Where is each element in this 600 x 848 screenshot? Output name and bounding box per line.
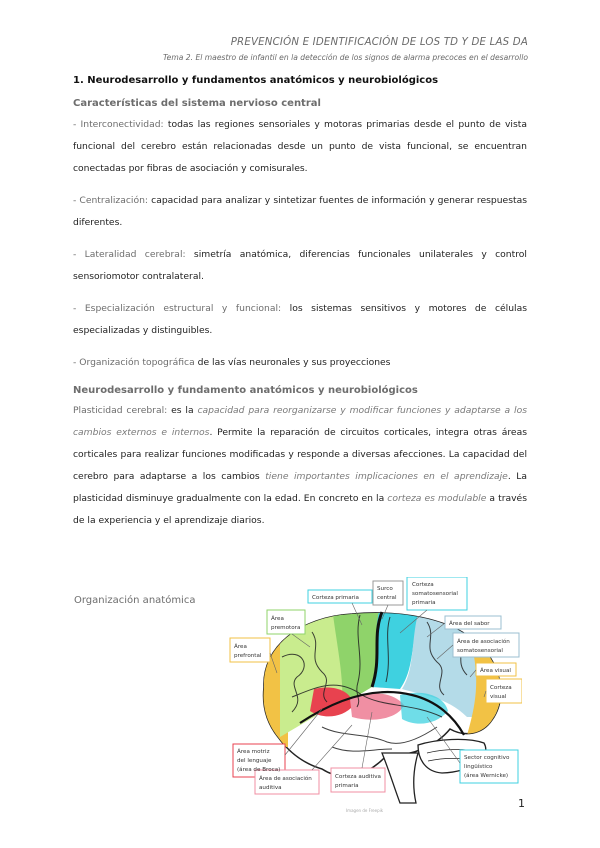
plasticity-text-4: a través de la experiencia y el aprendizaje diarios. (73, 493, 527, 526)
label-somatosensory-3: primaria (412, 600, 436, 606)
item-term: - Interconectividad: (73, 119, 164, 130)
label-broca-1: Área motriz (237, 749, 270, 755)
plasticity-term: Plasticidad cerebral: (73, 405, 168, 416)
label-somatosensory-association-1: Área de asociación (457, 639, 510, 645)
label-broca-2: del lenguaje (237, 758, 272, 764)
item-topographic (73, 352, 527, 374)
label-central-sulcus-1: Surco (377, 586, 393, 592)
label-visual-area: Área visual (480, 668, 511, 674)
label-prefrontal-2: prefrontal (234, 653, 262, 659)
subheading-neurodevelopment: Neurodesarrollo y fundamento anatómicos y neurobiológicos (73, 385, 418, 396)
item-text: los sistemas sensitivos y motores de células especializadas y distinguibles. (73, 303, 528, 336)
item-term: - Especialización estructural y funcional: (73, 303, 282, 314)
label-box-central-sulcus (373, 581, 403, 605)
item-term: - Lateralidad cerebral: (73, 249, 186, 260)
subheading-nervous-system: Características del sistema nervioso central (73, 98, 321, 109)
page-number: 1 (518, 797, 525, 810)
plasticity-text-1: es la (167, 405, 198, 416)
plasticity-paragraph (73, 400, 527, 532)
anatomy-label: Organización anatómica (74, 595, 196, 606)
label-primary-cortex: Corteza primaria (312, 595, 359, 601)
label-visual-cortex-1: Corteza (490, 685, 512, 691)
item-laterality (73, 244, 527, 288)
plasticity-text-3: . La plasticidad disminuye gradualmente con la edad. En concreto en la (73, 471, 527, 504)
header-subtitle: Tema 2. El maestro de infantil en la detección de los signos de alarma precoces en el desarrollo (162, 53, 528, 62)
image-credit: Imagen de Freepik (346, 808, 384, 813)
label-wernicke-3: (área Wernicke) (464, 773, 509, 779)
brainstem (382, 753, 418, 803)
plasticity-text-2: . Permite la reparación de circuitos corticales, integra otras áreas corticales para realizar funciones modificadas y responde a diversas afecciones. La capacidad del cerebro para adaptarse a los cambios (73, 427, 527, 482)
label-taste: Área del sabor (449, 621, 490, 627)
label-auditory-association-1: Área de asociación (259, 776, 312, 782)
header-title: PREVENCIÓN E IDENTIFICACIÓN DE LOS TD Y DE LAS DA (230, 37, 528, 48)
item-text: todas las regiones sensoriales y motoras primarias desde el punto de vista funcional del cerebro están relacionadas desde un punto de vista funcional, se encuentran conectadas por fibras de asociación y comisurales. (73, 119, 527, 174)
item-text: de las vías neuronales y sus proyecciones (194, 357, 391, 368)
label-central-sulcus-2: central (377, 595, 397, 601)
label-premotor-2: premotora (271, 625, 301, 631)
item-term: - Centralización: (73, 195, 149, 206)
label-prefrontal-1: Área (234, 644, 247, 650)
label-auditory-cortex-2: primaria (335, 783, 359, 789)
label-somatosensory-association-2: somatosensorial (457, 648, 503, 654)
label-wernicke-2: lingüístico (464, 764, 493, 770)
label-somatosensory-1: Corteza (412, 582, 434, 588)
item-term: - Organización topográfica (73, 357, 195, 368)
item-text: capacidad para analizar y sintetizar fuentes de información y generar respuestas diferentes. (73, 195, 527, 228)
label-broca-3: (área de Broca) (237, 767, 281, 773)
document-body (73, 72, 527, 532)
section-title: 1. Neurodesarrollo y fundamentos anatómicos y neurobiológicos (73, 75, 439, 86)
item-interconnectivity (73, 114, 527, 180)
label-visual-cortex-2: visual (490, 694, 507, 700)
label-auditory-cortex-1: Corteza auditiva (335, 774, 381, 780)
label-somatosensory-2: somatosensorial (412, 591, 458, 597)
item-specialization (73, 298, 527, 342)
plasticity-highlight-3: corteza es modulable (387, 493, 487, 504)
plasticity-highlight-2: tiene importantes implicaciones en el aprendizaje (265, 471, 508, 482)
label-premotor-1: Área (271, 616, 284, 622)
item-centralization (73, 190, 527, 234)
item-text: simetría anatómica, diferencias funcionales unilaterales y control sensoriomotor contralateral. (73, 249, 527, 282)
brain-figure (222, 577, 522, 807)
plasticity-highlight-1: capacidad para reorganizarse y modificar funciones y adaptarse a los cambios externos e internos (73, 405, 527, 438)
label-auditory-association-2: auditiva (259, 785, 282, 791)
label-wernicke-1: Sector cognitivo (464, 755, 510, 761)
brain-diagram (222, 577, 522, 807)
